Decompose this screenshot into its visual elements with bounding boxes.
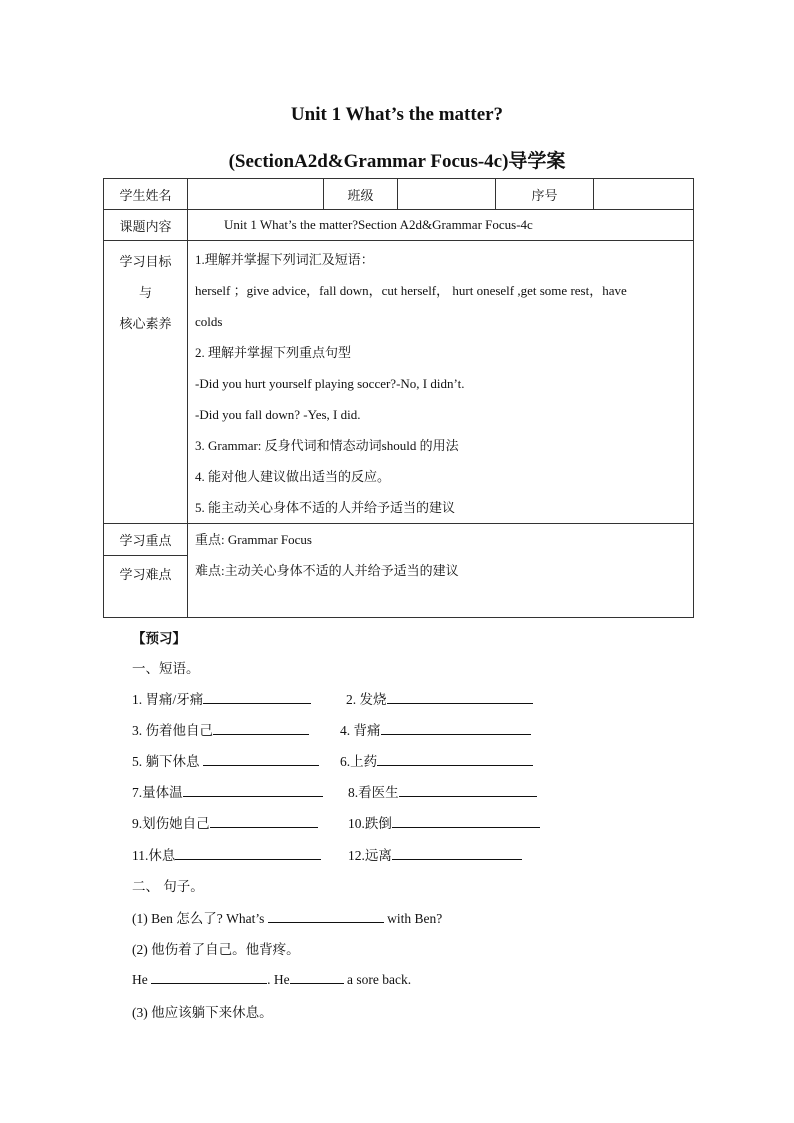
student-name-label: 学生姓名 [104,179,188,210]
objective-item: 1.理解并掌握下列词汇及短语： [195,252,374,267]
sentence-text: (1) Ben 怎么了? What’s [132,911,268,926]
sentence-text: a sore back. [343,972,412,987]
answer-blank[interactable] [381,720,531,735]
page-subtitle: (SectionA2d&Grammar Focus-4c)导学案 [228,151,566,172]
sentence-text: . He [267,972,290,987]
seat-label: 序号 [496,179,594,210]
phrase-label: 3. 伤着他自己 [132,723,213,738]
answer-blank[interactable] [151,969,267,984]
objective-item: 3. Grammar: 反身代词和情态动词should 的用法 [195,438,459,453]
phrase-item [340,750,533,770]
phrase-label: 4. 背痛 [340,723,381,738]
phrase-label: 2. 发烧 [346,692,387,707]
phrase-label: 6.上药 [340,754,378,769]
objectives-label-line: 学习目标 [119,255,172,270]
phrase-item [132,781,323,801]
answer-blank[interactable] [203,689,311,704]
difficulty-label: 学习难点 [104,556,188,618]
sentence-prompt: (2) 他伤着了自己。他背疼。 [132,942,300,957]
answer-blank[interactable] [377,751,533,766]
phrase-label: 5. 躺下休息 [132,754,203,769]
objective-item: herself ；give advice，fall down，cut herself， hurt oneself ,get some rest，have [195,283,627,298]
answer-blank[interactable] [210,813,318,828]
phrase-item [132,844,321,864]
objective-item: 5. 能主动关心身体不适的人并给予适当的建议 [195,500,456,515]
topic-value: Unit 1 What’s the matter?Section A2d&Grammar Focus-4c [188,210,694,241]
answer-blank[interactable] [213,720,309,735]
answer-blank[interactable] [392,845,522,860]
sentence-item [132,907,442,927]
sentence-text: He [132,972,152,987]
objectives-list [188,241,694,524]
answer-blank[interactable] [290,969,344,984]
phrase-item [348,844,522,864]
phrase-label: 11.休息 [132,848,176,863]
objectives-label-line: 与 [138,286,152,301]
key-point-value: 重点: Grammar Focus [195,532,312,547]
seat-field[interactable] [594,179,694,210]
sentences-heading: 二、 句子。 [132,879,204,895]
difficulty-value: 难点:主动关心身体不适的人并给予适当的建议 [195,563,459,578]
class-label: 班级 [324,179,398,210]
phrases-heading: 一、短语。 [132,661,200,677]
phrase-label: 10.跌倒 [348,816,392,831]
key-point-label: 学习重点 [104,524,188,556]
class-field[interactable] [398,179,496,210]
answer-blank[interactable] [387,689,533,704]
phrase-label: 1. 胃痛/牙痛 [132,692,204,707]
answer-blank[interactable] [175,845,321,860]
phrase-item [132,750,319,770]
phrase-item [132,812,318,832]
info-table [103,178,694,618]
answer-blank[interactable] [183,782,323,797]
answer-blank[interactable] [392,813,540,828]
key-difficulty-cell [188,524,694,618]
answer-blank[interactable] [268,908,384,923]
phrase-item [346,688,533,708]
objective-item: 4. 能对他人建议做出适当的反应。 [195,469,391,484]
objective-item: colds [195,314,223,329]
preview-heading: 【预习】 [132,631,186,647]
sentence-prompt: (3) 他应该躺下来休息。 [132,1005,273,1020]
objectives-label-line: 核心素养 [119,317,172,332]
phrase-label: 7.量体温 [132,785,183,800]
objective-item: 2. 理解并掌握下列重点句型 [195,345,352,360]
page-title: Unit 1 What’s the matter? [290,104,504,125]
phrase-item [132,688,311,708]
phrase-item [340,719,531,739]
objective-item: -Did you fall down? -Yes, I did. [195,407,361,422]
objective-item: -Did you hurt yourself playing soccer?-No, I didn’t. [195,376,465,391]
phrase-label: 12.远离 [348,848,392,863]
phrase-item [348,812,540,832]
sentence-text: with Ben? [383,911,443,926]
sentence-item [132,969,411,988]
phrase-item [132,719,309,739]
phrase-item [348,781,537,801]
topic-label: 课题内容 [104,210,188,241]
answer-blank[interactable] [203,751,319,766]
student-name-field[interactable] [188,179,324,210]
answer-blank[interactable] [399,782,537,797]
phrase-label: 9.划伤她自己 [132,816,210,831]
objectives-label [104,241,188,524]
phrase-label: 8.看医生 [348,785,399,800]
